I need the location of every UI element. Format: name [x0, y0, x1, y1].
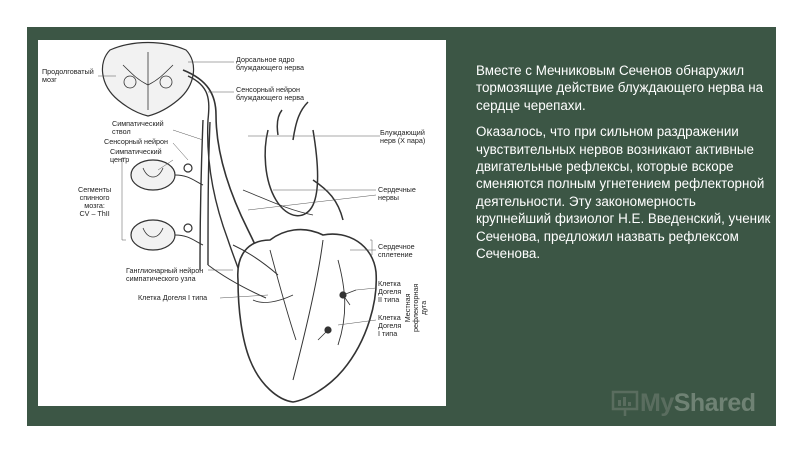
label-sympathetic-center: Симпатический центр — [110, 147, 162, 164]
label-dorsal-nucleus: Дорсальное ядро блуждающего нерва — [236, 55, 305, 72]
heart-innervation-diagram — [38, 40, 446, 406]
label-dogiel-type2: Клетка Догеля II типа — [378, 279, 402, 304]
label-dogiel-type1-right: Клетка Догеля I типа — [378, 313, 402, 338]
paragraph-discovery: Вместе с Мечниковым Сеченов обнаружил тормозящие действие блуждающего нерва на сердце черепахи. — [476, 63, 764, 113]
label-cardiac-nerves: Сердечные нервы — [378, 185, 416, 202]
presentation-icon — [610, 388, 640, 418]
label-vagus-nerve: Блуждающий нерв (X пара) — [380, 128, 426, 145]
label-sympathetic-trunk: Симпатический ствол — [112, 119, 164, 136]
slide-text — [476, 62, 772, 271]
myshared-logo — [610, 388, 756, 418]
brand-wordmark: MyShared — [640, 388, 756, 417]
paragraph-sechenov-reflex: Оказалось, что при сильном раздражении чувствительных нервов возникают активные двигательные рефлексы, которые вскоре сменяются полным угнетением рефлекторной деятельности. Эту закономерность крупнейший физиолог Н.Е. Введенский, ученик Сеченова, предложил назвать рефлексом Сеченова. — [476, 124, 771, 262]
label-local-reflex-arc: Местная рефлекторная дуга — [403, 283, 428, 332]
label-medulla: Продолговатый мозг — [42, 67, 94, 84]
label-sensory-neuron: Сенсорный нейрон — [104, 137, 168, 146]
label-dogiel-type1: Клетка Догеля I типа — [138, 293, 208, 302]
label-cardiac-plexus: Сердечное сплетение — [378, 242, 415, 259]
label-ganglion-neuron: Ганглионарный нейрон симпатического узла — [126, 266, 204, 283]
label-spinal-segments: Сегменты спинного мозга: CV – ThII — [78, 185, 112, 218]
label-vagal-sensory-neuron: Сенсорный нейрон блуждающего нерва — [236, 85, 305, 102]
